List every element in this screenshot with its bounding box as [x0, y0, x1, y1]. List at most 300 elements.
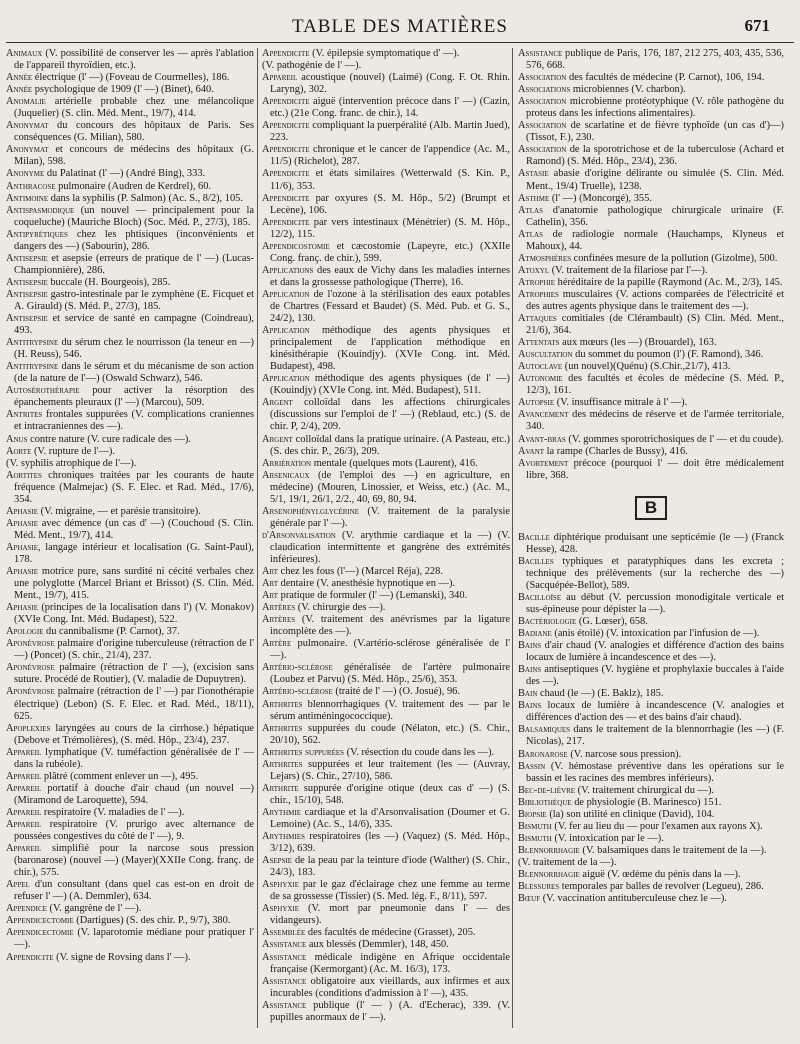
entry-headword: Bec-de-lièvre: [518, 784, 576, 796]
index-entry: [518, 349, 784, 361]
index-entry: [6, 277, 254, 289]
entry-headword: Avant: [518, 445, 545, 457]
index-entry: [262, 747, 510, 759]
index-entry: [518, 688, 784, 700]
index-entry: [518, 265, 784, 277]
entry-headword: Bassin: [518, 760, 546, 772]
entry-headword: Bacilles: [518, 555, 554, 567]
index-entry: [518, 229, 784, 253]
index-entry: [6, 915, 254, 927]
index-entry: [6, 84, 254, 96]
entry-text: (V. rupture de l'—).: [31, 445, 115, 457]
index-entry: [518, 640, 784, 664]
index-entry: [262, 903, 510, 927]
entry-headword: Application: [262, 373, 310, 385]
entry-text: avec démence (un cas d' —) (Couchoud (S. Clin. Méd. Ment., 19/7), 414.: [14, 517, 254, 541]
entry-text: chroniques traitées par les courants de haute fréquence (Malmejac) (S. F. Elec. et Rad. Méd., 17/6), 354.: [14, 469, 254, 505]
index-entry: [518, 785, 784, 797]
entry-text: du sérum chez le nourrisson (la teneur en —) (H. Reuss), 546.: [14, 337, 254, 361]
entry-text: palmaire (rétraction de l' —) par l'ionothérapie électrique) (Lebon) (S. F. Elec. et Rad. Méd., 18/11), 625.: [14, 686, 254, 722]
index-entry: [262, 72, 510, 96]
entry-headword: Antitrypsine: [6, 337, 59, 349]
page-number: 671: [744, 16, 770, 35]
entry-text: suppurées du coude (Nélaton, etc.) (S. Chir., 20/10), 562.: [270, 722, 510, 746]
entry-text: plâtré (comment enlever un —), 495.: [41, 770, 199, 782]
index-entry: [6, 747, 254, 771]
entry-headword: Année: [6, 72, 33, 84]
index-entry: [6, 602, 254, 626]
entry-text: antiseptiques (V. hygiène et prophylaxie buccales à l'aide des —).: [526, 664, 784, 688]
entry-headword: Appareil: [262, 72, 298, 84]
index-entry: [6, 506, 254, 518]
entry-text: (V. traitement de la filariose par l'—).: [549, 264, 708, 276]
index-entry: [6, 229, 254, 253]
index-entry: [518, 628, 784, 640]
index-entry: [6, 168, 254, 180]
entry-headword: Auscultation: [518, 349, 573, 361]
entry-text: des facultés de médecine (Grasset), 205.: [305, 927, 476, 939]
entry-headword: Association: [518, 72, 567, 84]
entry-text: de scarlatine et de fièvre typhoïde (un cas d')—) (Tissot, F.), 230.: [526, 120, 784, 144]
index-entry: [262, 96, 510, 120]
index-entry: [6, 181, 254, 193]
entry-headword: Argent: [262, 397, 293, 409]
entry-text: des facultés et écoles de médecine (S. Méd. P., 12/3), 161.: [526, 373, 784, 397]
index-entry: [6, 120, 254, 144]
index-entry: [262, 373, 510, 397]
entry-headword: Anonymat: [6, 144, 49, 156]
entry-text: confinées mesure de la pollution (Gizolme), 500.: [571, 252, 778, 264]
entry-text: mentale (quelques mots (Laurent), 416.: [311, 457, 478, 469]
entry-headword: Bacilloïse: [518, 591, 562, 603]
entry-text: colloïdal dans la pratique urinaire. (A Pasteau, etc.) (S. des chir. P., 26/3), 209.: [270, 433, 510, 457]
entry-text: (Dartigues) (S. des chir. P., 9/7), 380.: [73, 915, 231, 927]
entry-headword: Aortites: [6, 469, 42, 481]
entry-text: (V. balsamiques dans le traitement de la —).: [579, 844, 767, 856]
index-entry: [262, 759, 510, 783]
index-entry: [518, 361, 784, 373]
index-entry: [6, 819, 254, 843]
index-entry: [518, 592, 784, 616]
index-entry: [6, 409, 254, 433]
entry-text: laryngées au cours de la cirrhose.) hépatique (Debove et Trémolières), (S. méd. Hôp., 23/4), 237.: [14, 722, 254, 746]
entry-text: des médecins de réserve et de l'armée territoriale, 340.: [526, 409, 784, 433]
entry-headword: Anthracose: [6, 180, 56, 192]
entry-text: (V. arythmie cardiaque et la —) (V. claudication intermittente et gangrène des extrémités inférieures).: [270, 529, 510, 565]
index-entry: [518, 289, 784, 313]
entry-headword: Aphasie: [6, 517, 39, 529]
index-entry: [6, 686, 254, 722]
entry-text: par le gaz d'éclairage chez une femme au terme de sa grossesse (Tissier) (S. Med. lég. F., 8/11), 597.: [270, 879, 510, 903]
entry-headword: Appel: [6, 879, 30, 891]
entry-text: acoustique (nouvel) (Laimé) (Cong. F. Ot. Rhin. Laryng), 302.: [270, 72, 510, 96]
entry-headword: Année: [6, 84, 33, 96]
entry-text: de l'ozone à la stérilisation des eaux potables de Chartres (Fessard et Baudet) (S. Méd. Pub. et G. S., 24/2), 130.: [270, 288, 510, 325]
entry-headword: Avortement: [518, 457, 569, 469]
entry-headword: Antisepsie: [6, 276, 48, 288]
entry-text: (V. traitement de la paralysie générale par l' —).: [270, 505, 510, 529]
index-entry: [262, 458, 510, 470]
entry-headword: Appendicectomie: [6, 927, 74, 939]
entry-headword: Anonymat: [6, 120, 49, 132]
entry-text: (la) son utilité en clinique (David), 104.: [546, 808, 715, 820]
entry-headword: Artères: [262, 614, 296, 626]
entry-text: (V. migraine, — et parésie transitoire).: [38, 505, 201, 517]
index-entry: [262, 470, 510, 506]
page-header: [0, 16, 800, 40]
entry-headword: Aphasie: [6, 541, 39, 553]
entry-headword: Astasie: [518, 168, 549, 180]
entry-text: compliquant la puerpéralité (Alb. Martin Jued), 223.: [270, 120, 510, 144]
index-entry: [518, 458, 784, 482]
entry-headword: Appareil: [6, 746, 42, 758]
entry-text: blennorrhagiques (V. traitement des — par le sérum antiméningococcique).: [270, 698, 510, 722]
index-entry: [6, 144, 254, 168]
entry-headword: Avancement: [518, 409, 569, 421]
entry-text: (V. chirurgie des —).: [295, 602, 386, 614]
entry-text: (V. signe de Rovsing dans l' —).: [53, 951, 191, 963]
index-entry: [262, 434, 510, 458]
entry-headword: Aponévrose: [6, 686, 55, 698]
index-entry: [262, 48, 510, 60]
entry-text: de radiologie normale (Hauchamps, Klyneus et Mahoux), 44.: [526, 228, 784, 252]
column-divider: [512, 48, 513, 1028]
index-entry: [262, 699, 510, 723]
index-entry: [518, 797, 784, 809]
entry-text: méthodique des agents physiques et principalement de l'application méthodique en kinésithérapie (Kouindjy). (XVIe Cong. int. Méd. Budapest), 498.: [270, 325, 510, 373]
index-entry: [6, 337, 254, 361]
entry-text: du sommet du poumon (l') (F. Ramond), 346.: [572, 349, 764, 361]
entry-text: (principes de la localisation dans l') (V. Monakov) (XVIe Cong. Int. Méd. Budapest), 522.: [14, 602, 254, 626]
entry-text: chronique et le cancer de l'appendice (Ac. M., 11/5) (Richelot), 287.: [270, 144, 510, 168]
entry-headword: Associations: [518, 84, 571, 96]
entry-text: par vers intestinaux (Ménétrier) (S. M. Hôp., 12/2), 115.: [270, 216, 510, 240]
column-3-b-entries: [518, 532, 784, 905]
index-entry: [262, 686, 510, 698]
entry-headword: Appendicite: [262, 144, 310, 156]
index-entry: [262, 855, 510, 879]
entry-text: la rampe (Charles de Bussy), 416.: [544, 445, 688, 457]
entry-headword: Appendicite: [262, 216, 310, 228]
index-entry: [518, 749, 784, 761]
index-entry: [6, 48, 254, 72]
index-entry: [6, 458, 254, 470]
index-entry: [6, 843, 254, 879]
entry-text: aiguë (intervention précoce dans l' —) (Cazin, etc.) (21e Cong. franc. de chir.), 14.: [270, 96, 510, 120]
index-entry: [262, 590, 510, 602]
entry-text: chez les fous (l'—) (Marcel Réja), 228.: [278, 566, 443, 578]
entry-headword: Assistance: [262, 939, 307, 951]
entry-headword: Arsenicaux: [262, 469, 310, 481]
entry-text: obligatoire aux vieillards, aux infirmes et aux incurables (conditions d'admission à l' —), 435.: [270, 975, 510, 999]
index-entry: [6, 638, 254, 662]
entry-headword: Association: [518, 144, 567, 156]
entry-headword: Applications: [262, 264, 314, 276]
entry-text: respiratoire (V. prurigo avec alternance de poussées congestives du côté de l' —), 9.: [14, 819, 254, 843]
entry-text: de physiologie (B. Marinesco) 151.: [571, 796, 722, 808]
entry-headword: Animaux: [6, 48, 43, 59]
entry-headword: Art: [262, 566, 279, 578]
section-letter: B: [635, 496, 667, 520]
index-entry: [518, 446, 784, 458]
index-entry: [262, 397, 510, 433]
entry-text: microbienne protéotyphique (V. rôle pathogène du proteus dans les infections alimentaires).: [526, 96, 784, 120]
entry-headword: Appendice: [6, 903, 47, 915]
entry-text: chez les phtisiques (inconvénients et dangers des —) (Sabourin), 286.: [14, 228, 254, 252]
index-entry: [262, 265, 510, 289]
entry-headword: Aponévrose: [6, 638, 55, 650]
entry-headword: Arthrites suppurées: [262, 746, 345, 758]
entry-headword: Bœuf: [518, 893, 541, 905]
entry-headword: Appendicite: [262, 48, 310, 59]
index-entry: [6, 952, 254, 964]
entry-headword: Association: [518, 120, 567, 132]
entry-text: (V. possibilité de conserver les — après l'ablation de l'appareil thyroïdien, etc.).: [14, 48, 254, 72]
index-entry: [262, 807, 510, 831]
entry-headword: Antrites: [6, 409, 43, 421]
entry-text: dans le traitement de la blennorrhagie (les —) (F. Nicolas), 217.: [526, 724, 784, 748]
entry-headword: Arthrites: [262, 722, 303, 734]
column-1: [6, 48, 254, 1038]
entry-text: de la peau par la teinture d'iode (Walther) (S. Chir., 24/3), 183.: [270, 855, 510, 879]
entry-headword: Assistance: [262, 951, 307, 963]
entry-headword: Bibliothèque: [518, 796, 572, 808]
entry-text: publique (l' — ) (A. d'Echerac), 339. (V. pupilles anormaux de l' —).: [270, 999, 510, 1023]
entry-headword: Balsamiques: [518, 724, 571, 736]
running-title: TABLE DES MATIÈRES: [292, 16, 508, 37]
entry-headword: Anonyme: [6, 168, 45, 180]
entry-headword: Attaques: [518, 313, 557, 325]
entry-headword: Appendicite: [262, 96, 310, 108]
entry-text: des facultés de médecine (P. Carnot), 106, 194.: [566, 72, 765, 84]
index-entry: [518, 337, 784, 349]
index-entry: [6, 361, 254, 385]
entry-text: méthodique des agents physiques (de l' —) (Kouindjy) (XVIe Cong. int. Méd. Budapest), 511.: [270, 373, 510, 397]
entry-text: d'anatomie pathologique chirurgicale urinaire (F. Cathelin), 356.: [526, 204, 784, 228]
entry-text: suppurée d'origine otique (deux cas d' —) (S. chir., 15/10), 548.: [270, 782, 510, 806]
index-entry: [6, 903, 254, 915]
entry-text: (V. syphilis atrophique de l'—).: [6, 457, 137, 469]
entry-headword: Autonomie: [518, 373, 563, 385]
entry-headword: Appendicectomie: [6, 915, 74, 927]
index-entry: [518, 84, 784, 96]
entry-text: respiratoires (les —) (Vaquez) (S. Méd. Hôp., 3/12), 639.: [270, 831, 510, 855]
index-entry: [6, 542, 254, 566]
header-rule: [6, 42, 794, 43]
entry-headword: Aphasie: [6, 505, 39, 517]
index-entry: [518, 205, 784, 229]
index-entry: [518, 193, 784, 205]
index-entry: [518, 833, 784, 845]
index-entry: [262, 144, 510, 168]
entry-headword: Assemblée: [262, 927, 306, 939]
entry-text: généralisée de l'artère pulmonaire (Loubez et Parvu) (S. Méd. Hôp., 25/6), 353.: [270, 662, 510, 686]
index-entry: [262, 60, 510, 72]
entry-text: psychologique de 1909 (l' —) (Binet), 640.: [32, 84, 214, 96]
entry-text: par oxyures (S. M. Hôp., 5/2) (Brumpt et Lecène), 106.: [270, 192, 510, 216]
entry-text: (V. épilepsie symptomatique d' —).: [309, 48, 460, 59]
entry-text: buccale (H. Bourgeois), 285.: [47, 276, 171, 288]
entry-headword: Arthrite: [262, 782, 299, 794]
index-entry: [6, 446, 254, 458]
index-entry: [6, 385, 254, 409]
entry-headword: Baronarose: [518, 748, 568, 760]
entry-text: gastro-intestinale par le zymphène (E. Ficquet et A. Girauld) (S. Méd. P., 27/3), 185.: [14, 288, 254, 312]
index-entry: [518, 809, 784, 821]
entry-text: (V. traitement des anévrismes par la ligature incomplète des —).: [270, 614, 510, 638]
index-entry: [262, 566, 510, 578]
index-entry: [262, 927, 510, 939]
index-entry: [518, 532, 784, 556]
entry-text: (un nouvel — principalement pour la coqueluche) (Mauriche Bloch) (Soc. Méd. P., 27/3), 185.: [14, 204, 254, 228]
entry-headword: Bismuth: [518, 820, 552, 832]
entry-headword: Antipyrétiques: [6, 228, 68, 240]
entry-headword: Aphasie: [6, 566, 39, 578]
index-entry: [518, 664, 784, 688]
entry-headword: Artério-sclérose: [262, 686, 333, 698]
entry-headword: Assistance: [262, 999, 307, 1011]
entry-text: (V. hémostase préventive dans les opérations sur le bassin et les racines des membres inférieurs).: [526, 760, 784, 784]
entry-headword: Appendicite: [262, 120, 310, 132]
index-entry: [262, 952, 510, 976]
entry-headword: Application: [262, 288, 310, 300]
index-entry: [262, 168, 510, 192]
index-entry: [518, 144, 784, 168]
entry-text: pulmonaire (Audren de Kerdrel), 60.: [55, 180, 212, 192]
entry-headword: Appendicite: [262, 192, 310, 204]
entry-text: (l' —) (Moncorgé), 355.: [549, 192, 652, 204]
index-entry: [518, 277, 784, 289]
entry-headword: Atlas: [518, 204, 544, 216]
index-entry: [262, 530, 510, 566]
index-entry: [518, 845, 784, 857]
entry-text: d'air chaud (V. analogies et différence d'action des bains locaux de lumière à incandescence et des —).: [526, 640, 784, 664]
index-entry: [6, 313, 254, 337]
entry-text: artérielle probable chez une mélancolique (Juquelier) (S. clin. Méd. Ment., 19/7), 414.: [14, 96, 254, 120]
entry-headword: Asepsie: [262, 855, 293, 867]
entry-text: temporales par balles de revolver (Legueu), 286.: [559, 881, 764, 893]
entry-headword: Attentats: [518, 337, 560, 349]
entry-headword: Bactériologie: [518, 616, 577, 628]
entry-headword: Arthrites: [262, 698, 303, 710]
index-entry: [6, 879, 254, 903]
index-entry: [262, 939, 510, 951]
index-entry: [518, 373, 784, 397]
entry-text: et cæcostomie (Lapeyre, etc.) (XXIIe Cong. franç. de chir.), 599.: [270, 240, 510, 264]
entry-text: (V. laparotomie médiane pour pratiquer l' —).: [14, 927, 254, 951]
entry-headword: Appareil: [6, 806, 42, 818]
entry-headword: Antitrypsine: [6, 361, 59, 373]
entry-text: des eaux de Vichy dans les maladies internes et dans la grossesse pathologique (Therre), 16.: [270, 264, 510, 288]
entry-headword: Autoclave: [518, 361, 563, 373]
entry-headword: Asthme: [518, 192, 550, 204]
index-entry: [6, 771, 254, 783]
entry-text: (V. traitement chirurgical du —).: [575, 784, 714, 796]
entry-text: et états similaires (Wetterwald (S. Kin. P., 11/6), 353.: [270, 168, 510, 192]
entry-text: comitiales (de Clérambault) (S) Clin. Méd. Ment., 21/6), 364.: [526, 313, 784, 337]
entry-text: motrice pure, sans surdité ni cécité verbales chez une polyglotte (Marcel Briant et Brissot) (S. Clin. Méd. Ment., 19/7), 415.: [14, 566, 254, 602]
entry-text: abasie d'origine délirante ou simulée (S. Clin. Méd. Ment., 19/4) Truelle), 1238.: [526, 168, 784, 192]
entry-text: (V. traitement de la —).: [518, 856, 617, 868]
index-entry: [6, 723, 254, 747]
entry-text: aux mœurs (les —) (Brouardel), 163.: [559, 337, 717, 349]
index-entry: [6, 783, 254, 807]
entry-headword: Blennorrhagie: [518, 869, 580, 880]
entry-text: simplifié pour la narcose sous pression (baronarose) (nouvel —) (Mayer)(XXIIe Cong. franç. de chir.), 575.: [14, 843, 254, 879]
index-entry: [518, 397, 784, 409]
entry-headword: Badiane: [518, 628, 552, 640]
entry-text: (V. résection du coude dans les —).: [344, 746, 495, 758]
entry-headword: Artère: [262, 638, 292, 650]
entry-headword: Bacille: [518, 531, 550, 543]
index-entry: [6, 518, 254, 542]
entry-headword: Bismuth: [518, 832, 552, 844]
entry-headword: Arriération: [262, 457, 312, 469]
entry-text: pratique de formuler (l' —) (Lemanski), 340.: [278, 590, 468, 602]
entry-text: frontales suppurées (V. complications craniennes et intracraniennes des —).: [14, 409, 254, 433]
index-entry: [518, 821, 784, 833]
entry-text: (de l'emploi des —) en agriculture, en médecine) (Mouren, Linossier, et Weiss, etc.) (Ac. M., 5/1, 19/1, 26/1, 2/2., 40, 69, 80, 94.: [270, 469, 510, 505]
entry-headword: Assistance: [518, 48, 563, 59]
entry-headword: Bains: [518, 640, 542, 652]
index-entry: [6, 253, 254, 277]
entry-text: pulmonaire. (V.artério-sclérose généralisée de l' —).: [270, 638, 510, 662]
entry-headword: Antispasmodique: [6, 204, 75, 216]
index-entry: [262, 241, 510, 265]
index-entry: [6, 193, 254, 205]
index-entry: [6, 289, 254, 313]
entry-text: locaux de lumière à incandescence (V. analogies et différences d'action des — et des bains d'air chaud).: [526, 700, 784, 724]
index-entry: [262, 193, 510, 217]
entry-headword: Anomalie: [6, 96, 46, 108]
index-entry: [518, 48, 784, 72]
entry-headword: Atoxyl: [518, 264, 550, 276]
entry-headword: Autosérothérapie: [6, 385, 80, 397]
entry-headword: Arythmie: [262, 806, 302, 818]
entry-text: électrique (l' —) (Foveau de Courmelles), 186.: [32, 72, 230, 84]
entry-text: médicale indigène en Afrique occidentale française (Kermorgant) (Ac. M. 16/3), 173.: [270, 951, 510, 975]
entry-headword: Appendicite: [6, 951, 54, 963]
entry-headword: Arthrites: [262, 758, 303, 770]
entry-headword: Artério-sclérose: [262, 662, 333, 674]
entry-headword: Atlas: [518, 228, 544, 240]
entry-text: (V. vaccination antituberculeuse chez le —).: [540, 893, 727, 905]
index-entry: [6, 662, 254, 686]
entry-text: pour activer la résorption des épanchements pleuraux (l' —) (Marcou), 509.: [14, 385, 254, 409]
section-letter-box: [518, 496, 784, 520]
entry-headword: Atrophies: [518, 288, 559, 300]
entry-text: aux blessés (Demmler), 148, 450.: [306, 939, 449, 951]
index-entry: [518, 893, 784, 905]
entry-text: de la sporotrichose et de la tuberculose (Achard et Ramond) (S. Méd. Hôp., 23/4), 236.: [526, 144, 784, 168]
entry-text: du cannibalisme (P. Carnot), 37.: [43, 626, 180, 638]
entry-headword: Application: [262, 325, 310, 337]
entry-text: (V. narcose sous pression).: [567, 748, 682, 760]
entry-text: (V. insuffisance mitrale à l' —).: [554, 397, 688, 409]
index-entry: [262, 831, 510, 855]
entry-text: (V. pathogénie de l' —).: [262, 60, 362, 72]
entry-text: (un nouvel)(Quénu) (S.Chir.,21/7), 413.: [562, 361, 731, 373]
entry-headword: Blessures: [518, 881, 560, 893]
index-entry: [6, 96, 254, 120]
entry-text: (traité de l' —) (O. Josué), 96.: [332, 686, 460, 698]
entry-headword: Aponévrose: [6, 662, 55, 674]
entry-text: et asepsie (erreurs de pratique de l' —) (Lucas-Championnière), 286.: [14, 252, 254, 276]
entry-headword: Antisepsie: [6, 313, 48, 325]
index-entry: [518, 253, 784, 265]
entry-headword: Apoplexies: [6, 722, 51, 734]
index-entry: [262, 723, 510, 747]
